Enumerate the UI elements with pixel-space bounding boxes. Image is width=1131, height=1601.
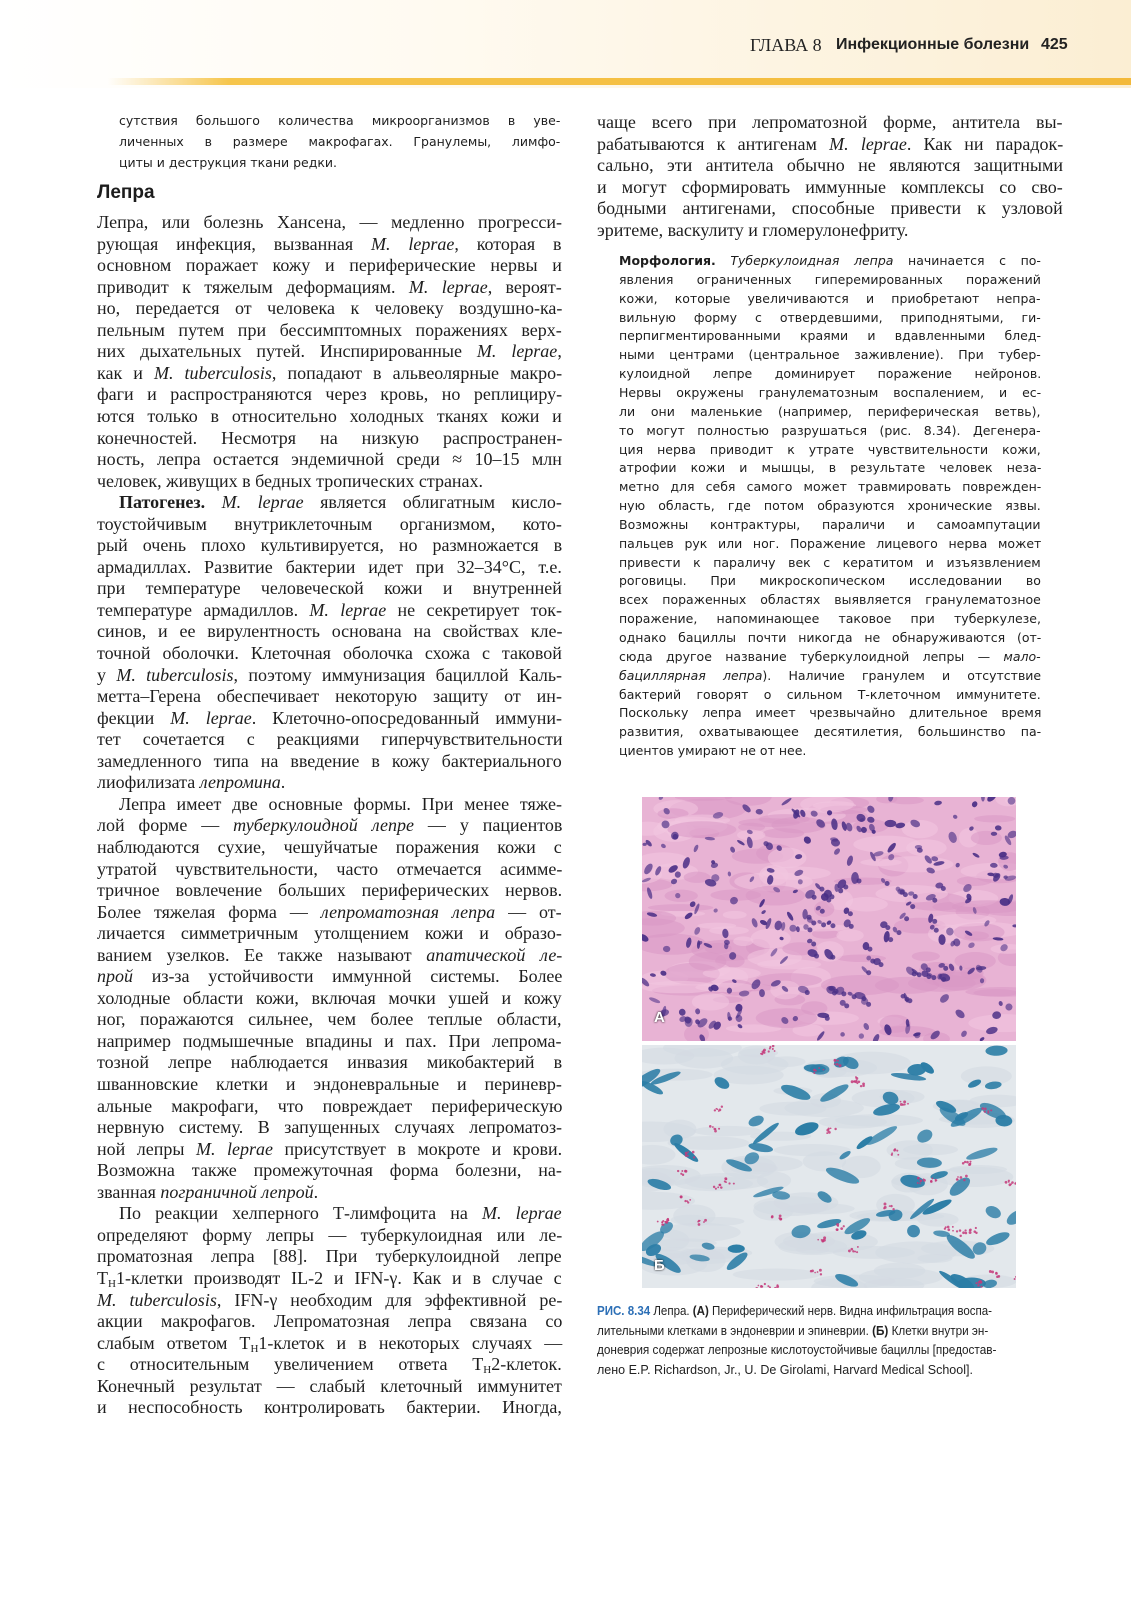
text-line: фекции M. leprae. Клеточно-опосредованный иммуни- [97,708,562,728]
section-heading: Лепра [97,182,155,203]
text-line: синов, и ее вирулентность основана на свойствах кле- [97,621,563,641]
text-line: атрофии кожи и мышцы, в результате человек неза- [619,460,1042,476]
text-line: акции макрофагов. Лепроматозная лепра связана со [97,1311,563,1331]
text-line: рующая инфекция, вызванная M. leprae, которая в [97,234,562,254]
text-line: метта–Герена обеспечивает некоторую защиту от ин- [97,686,562,706]
text-line: циты и деструкция ткани редки. [119,155,338,170]
text-line: пальцев рук или ног. Поражение лицевого нерва может [619,535,1042,551]
text-line: фаги и распространяются через кровь, но реплициру- [97,384,563,404]
text-line: ли они маленькие (например, периферическая ветвь), [619,403,1041,419]
text-line: ными центрами (центральное заживление). При тубер- [619,347,1041,363]
text-line: у M. tuberculosis, поэтому иммунизация бациллой Каль- [97,665,563,685]
text-line: Поскольку лепра имеет чрезвычайно длительное время [619,705,1042,721]
text-line: Возможна также промежуточная форма болезни, на- [97,1160,562,1180]
text-line: холодные области кожи, включая мочки ушей и кожу [97,988,562,1008]
running-head-chapter: ГЛАВА 8 [750,35,822,55]
header-accent-rule [108,78,1131,85]
text-line: M. tuberculosis, IFN-γ необходим для эффективной ре- [97,1290,563,1310]
text-line: ность, лепра остается эндемичной среди ≈ 10–15 млн [97,449,562,469]
text-line: циентов умирают не от нее. [619,743,807,759]
text-line: шванновские клетки и эндоневральные и периневр- [97,1074,562,1094]
text-line: бациллярная лепра). Наличие гранулем и отсутствие [619,667,1042,683]
text-line: Возможны контрактуры, параличи и самоампутации [619,516,1041,532]
text-line: приводит к тяжелым деформациям. M. leprae, вероят- [97,277,562,297]
text-line: званная пограничной лепрой. [97,1182,319,1202]
text-line: Лепра, или болезнь Хансена, — медленно прогресси- [97,212,563,232]
text-line: нервную систему. В запущенных случаях лепроматоз- [97,1117,563,1137]
text-line: прой из-за устойчивости иммунной системы. Более [97,966,563,986]
text-line: определяют форму лепры — туберкулоидная или ле- [97,1225,563,1245]
text-line: сюда другое название туберкулоидной лепры — мало- [619,648,1041,664]
text-line: замедленного типа на введение в кожу бактериального [97,751,562,771]
text-line: Патогенез. M. leprae является облигатным кисло- [119,492,562,512]
text-line: бодными антигенами, способные привести к узловой [597,198,1063,219]
text-line: перпигментированными краями и вдавленными блед- [619,328,1041,344]
text-line: тричное вовлечение больших периферических нервов. [97,880,563,900]
text-line: кулоидной лепре доминирует поражение нейронов. [619,366,1042,382]
text-line: метно для себя самого может травмировать поврежден- [619,479,1042,495]
text-line: $Т_Н1$-клетки производят IL-2 и IFN-γ. Как и в случае с [97,1268,562,1290]
text-line: с относительным увеличением ответа $Т_Н2$-клеток. [97,1354,562,1376]
text-line: развития, охватывающее десятилетия, большинство па- [619,724,1042,740]
text-line: ног, поражаются сильнее, чем более теплые области, [97,1009,562,1029]
text-line: тозной лепре наблюдается инвазия микобактерий в [97,1052,563,1072]
text-line: Лепра имеет две основные формы. При менее тяже- [119,794,562,814]
text-line: и могут сформировать иммунные комплексы со сво- [597,176,1063,197]
caption-line: лительными клетками в эндоневрии и эпиневрии. (Б) Клетки внутри эн- [597,1323,989,1338]
he-stain-image [642,797,1016,1041]
text-line: личенных в размере макрофагах. Гранулемы, лимфо- [119,134,561,149]
text-line: ной лепры M. leprae присутствует в мокроте и крови. [97,1139,563,1159]
text-line: конечностей. Несмотря на низкую распространен- [97,428,563,448]
panel-a-label: А [654,1009,665,1026]
text-line: утратой чувствительности, часто отмечается асимме- [97,859,563,879]
text-line: ванием узелков. Ее также называют апатической ле- [97,945,563,965]
text-line: человек, живущих в бедных тропических странах. [97,471,484,491]
running-head-title: Инфекционные болезни [836,36,1030,53]
text-line: личается симметричным утолщением кожи и образо- [97,923,562,943]
text-line: однако бациллы почти никогда не обнаруживаются (от- [619,630,1042,645]
text-line: армадиллах. Развитие бактерии идет при 32–34°С, т.е. [97,557,562,577]
text-line: чаще всего при лепроматозной форме, антитела вы- [597,112,1063,132]
text-line: при температуре человеческой кожи и внутренней [97,578,562,598]
text-line: ция нерва приводит к утрате чувствительности кожи, [619,441,1041,457]
micrograph-panel-a [642,797,1016,1041]
micrograph-panel-b [642,1045,1016,1288]
text-line: альные макрофаги, что повреждает периферическую [97,1096,563,1116]
text-line: как и M. tuberculosis, попадают в альвеолярные макро- [97,363,563,383]
text-line: например подмышечные впадины и пах. При лепрома- [97,1031,562,1051]
text-line: вильную форму с отвердевшими, приподнятыми, ги- [619,309,1041,325]
caption-line: доневрия содержат лепрозные кислотоустойчивые бациллы [предостав- [597,1343,997,1357]
text-line: пельным путем при бессимптомных поражениях верх- [97,320,562,340]
text-line: всех пораженных областях выявляется гранулематозное [619,592,1041,608]
text-line: По реакции хелперного Т-лимфоцита на M. leprae [119,1203,562,1223]
text-line: слабым ответом $Т_Н1$-клеток и в некоторых случаях — [97,1333,563,1355]
text-line: Более тяжелая форма — лепроматозная лепра — от- [97,902,562,922]
text-line: то могут полностью разрушаться (рис. 8.34). Дегенера- [619,422,1041,438]
text-line: рабатываются к антигенам M. leprae. Как ни парадок- [597,133,1064,154]
panel-b-label: Б [654,1257,665,1274]
text-line: лой форме — туберкулоидной лепре — у пациентов [97,815,563,835]
text-line: проматозная лепра [88]. При туберкулоидной лепре [97,1246,562,1266]
text-line: ются только в относительно холодных тканях кожи и [97,406,562,426]
text-line: основном поражает кожу и периферические нервы и [97,255,562,275]
text-line: поражение, напоминающее таковое при туберкулезе, [619,611,1041,627]
text-line: них дыхательных путей. Инспирированные M. leprae, [97,341,562,361]
text-line: и неспособность контролировать бактерии. Иногда, [97,1397,562,1417]
text-line: привести к параличу век с кератитом и изъязвлением [619,554,1041,570]
text-line: рый очень плохо культивируется, но размножается в [97,535,563,555]
acid-fast-stain-image [642,1045,1016,1288]
text-line: сутствия большого количества микроорганизмов в уве- [119,113,561,128]
caption-line: лено E.P. Richardson, Jr., U. De Girolami, Harvard Medical School]. [597,1362,973,1377]
text-line: лиофилизата лепромина. [97,772,286,792]
text-line: сально, эти антитела обычно не являются защитными [597,155,1063,176]
text-line: точной оболочки. Клеточная оболочка схожа с таковой [97,643,562,663]
text-line: ную область, где потом образуются хронические язвы. [619,498,1041,514]
text-line: эритеме, васкулиту и гломерулонефриту. [597,220,909,240]
text-line: бактерий говорят о сильном Т-клеточном иммунитете. [619,686,1041,702]
text-line: явления ограниченных гиперемированных поражений [619,271,1041,287]
text-line: но, передается от человека к человеку воздушно-ка- [97,298,563,318]
page-number: 425 [1041,36,1068,53]
text-line: наблюдаются сухие, чешуйчатые поражения кожи с [97,837,562,857]
text-line: Нервы окружены гранулематозным воспалением, и ес- [619,384,1042,400]
text-line: Морфология. Туберкулоидная лепра начинается с по- [619,253,1041,268]
text-line: температуре армадиллов. M. leprae не секретирует ток- [97,600,563,620]
text-line: тоустойчивым внутриклеточным организмом, кото- [97,514,562,534]
text-line: роговицы. При микроскопическом исследовании во [619,573,1041,589]
text-line: тет сочетается с реакциями гиперчувствительности [97,729,563,749]
text-line: Конечный результат — слабый клеточный иммунитет [97,1376,562,1396]
caption-line: РИС. 8.34 Лепра. (А) Периферический нерв. Видна инфильтрация воспа- [597,1304,993,1318]
text-line: кожи, которые увеличиваются и приобретают непра- [619,290,1041,306]
